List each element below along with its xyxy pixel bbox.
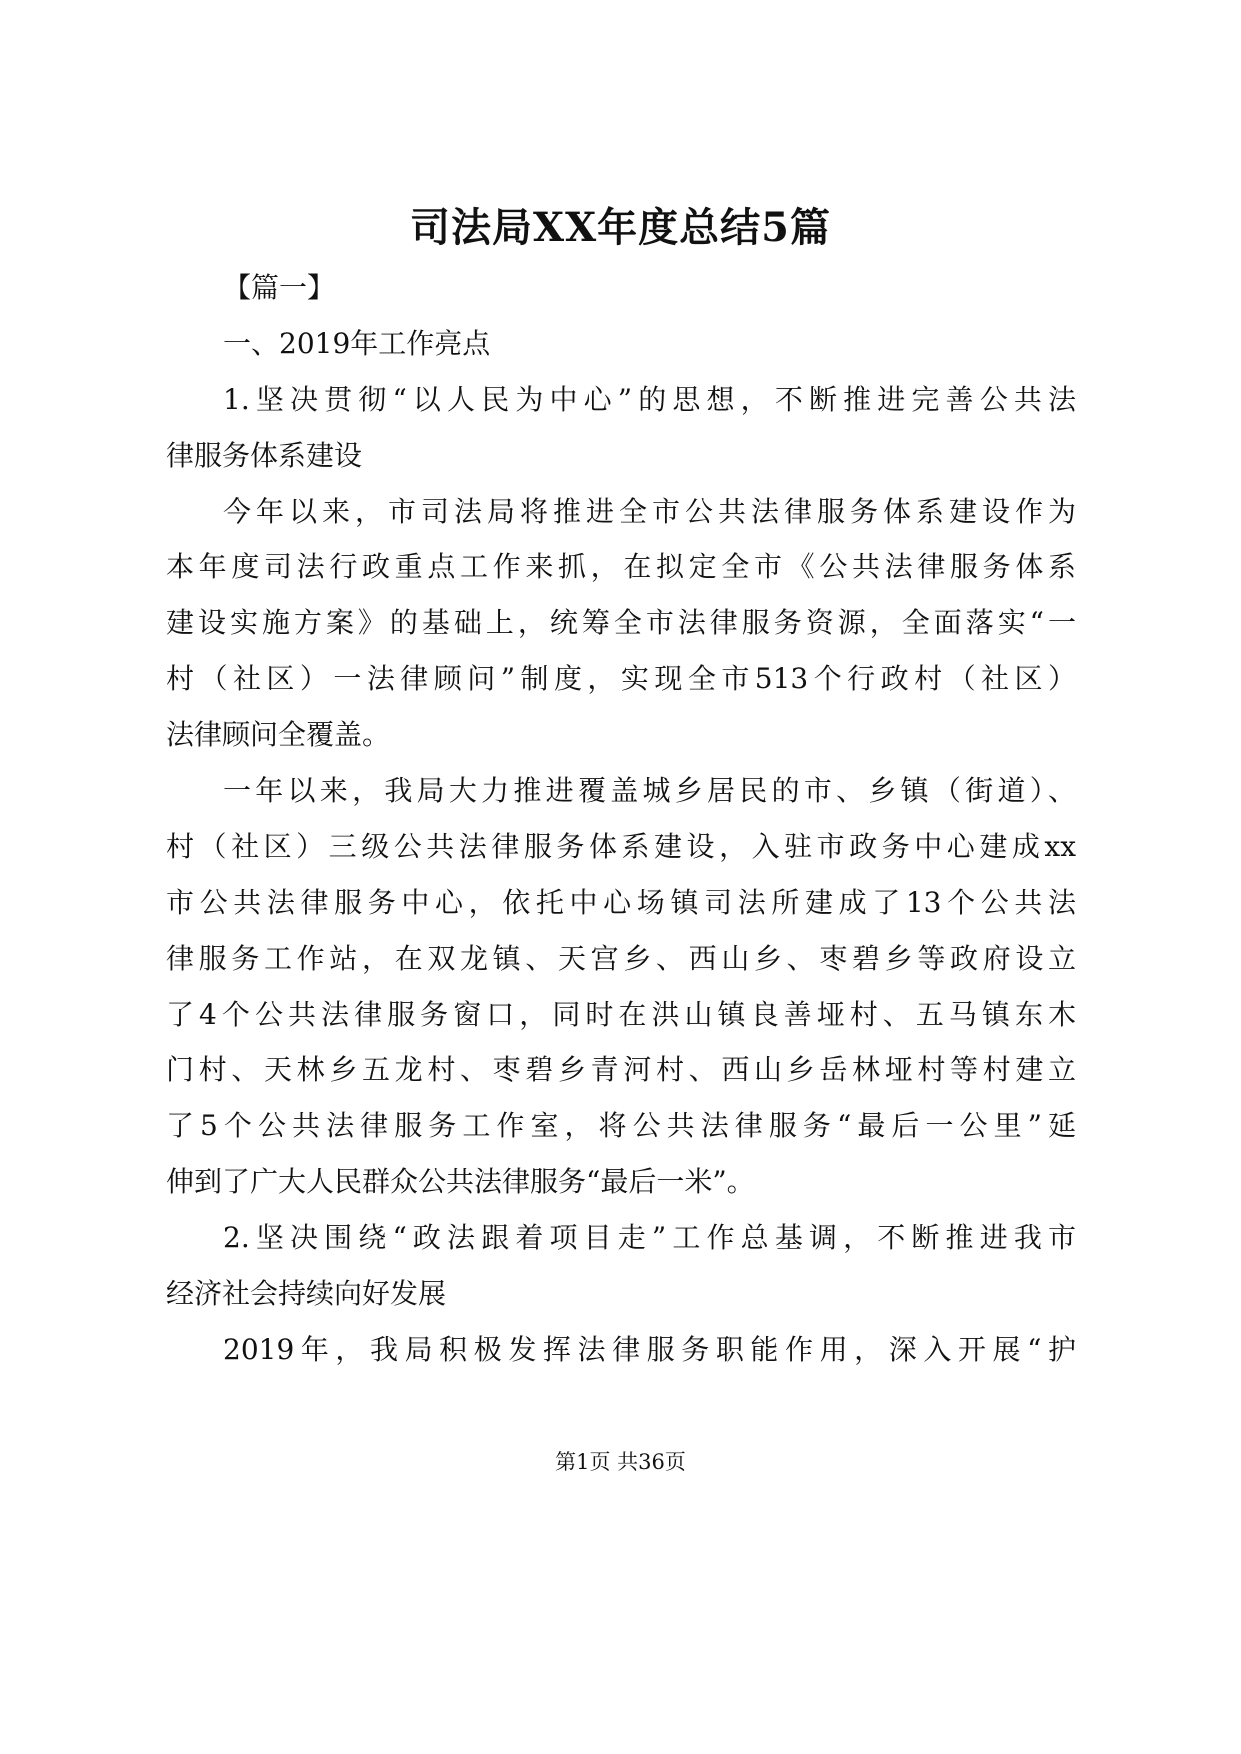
paragraph xyxy=(166,316,1076,372)
text-line: 村（社区）三级公共法律服务体系建设，入驻市政务中心建成xx xyxy=(166,829,1076,863)
document-title: 司法局XX年度总结5篇 xyxy=(410,204,831,251)
text-line: 一年以来，我局大力推进覆盖城乡居民的市、乡镇（街道）、 xyxy=(223,774,1076,808)
paragraph xyxy=(166,484,1076,763)
paragraph xyxy=(166,1322,1076,1378)
text-line: 今年以来，市司法局将推进全市公共法律服务体系建设作为 xyxy=(223,494,1076,528)
document-body xyxy=(166,260,1076,1378)
text-line: 村（社区）一法律顾问”制度，实现全市513个行政村（社区） xyxy=(166,662,1076,696)
text-line: 门村、天林乡五龙村、枣碧乡青河村、西山乡岳林垭村等村建立 xyxy=(166,1053,1076,1087)
text-line: 一、2019年工作亮点 xyxy=(223,326,491,360)
text-line: 法律顾问全覆盖。 xyxy=(166,718,391,752)
paragraph xyxy=(166,372,1076,484)
text-line: 了5个公共法律服务工作室，将公共法律服务“最后一公里”延 xyxy=(166,1109,1076,1143)
text-line: 经济社会持续向好发展 xyxy=(166,1277,447,1311)
text-line: 2019年，我局积极发挥法律服务职能作用，深入开展“护 xyxy=(223,1332,1076,1366)
paragraph xyxy=(166,763,1076,1210)
text-line: 本年度司法行政重点工作来抓，在拟定全市《公共法律服务体系 xyxy=(166,550,1076,584)
text-line: 2.坚决围绕“政法跟着项目走”工作总基调，不断推进我市 xyxy=(223,1221,1076,1255)
text-line: 市公共法律服务中心，依托中心场镇司法所建成了13个公共法 xyxy=(166,885,1076,919)
text-line: 律服务体系建设 xyxy=(166,438,363,472)
text-line: 伸到了广大人民群众公共法律服务“最后一米”。 xyxy=(166,1165,755,1199)
text-line: 建设实施方案》的基础上，统筹全市法律服务资源，全面落实“一 xyxy=(166,606,1076,640)
text-line: 1.坚决贯彻“以人民为中心”的思想，不断推进完善公共法 xyxy=(223,382,1076,416)
text-line: 了4个公共法律服务窗口，同时在洪山镇良善垭村、五马镇东木 xyxy=(166,997,1076,1031)
page-footer: 第1页 共36页 xyxy=(555,1450,686,1474)
paragraph xyxy=(166,1210,1076,1322)
text-line: 律服务工作站，在双龙镇、天宫乡、西山乡、枣碧乡等政府设立 xyxy=(166,941,1076,975)
paragraph xyxy=(166,260,1076,316)
text-line: 【篇一】 xyxy=(223,271,336,304)
